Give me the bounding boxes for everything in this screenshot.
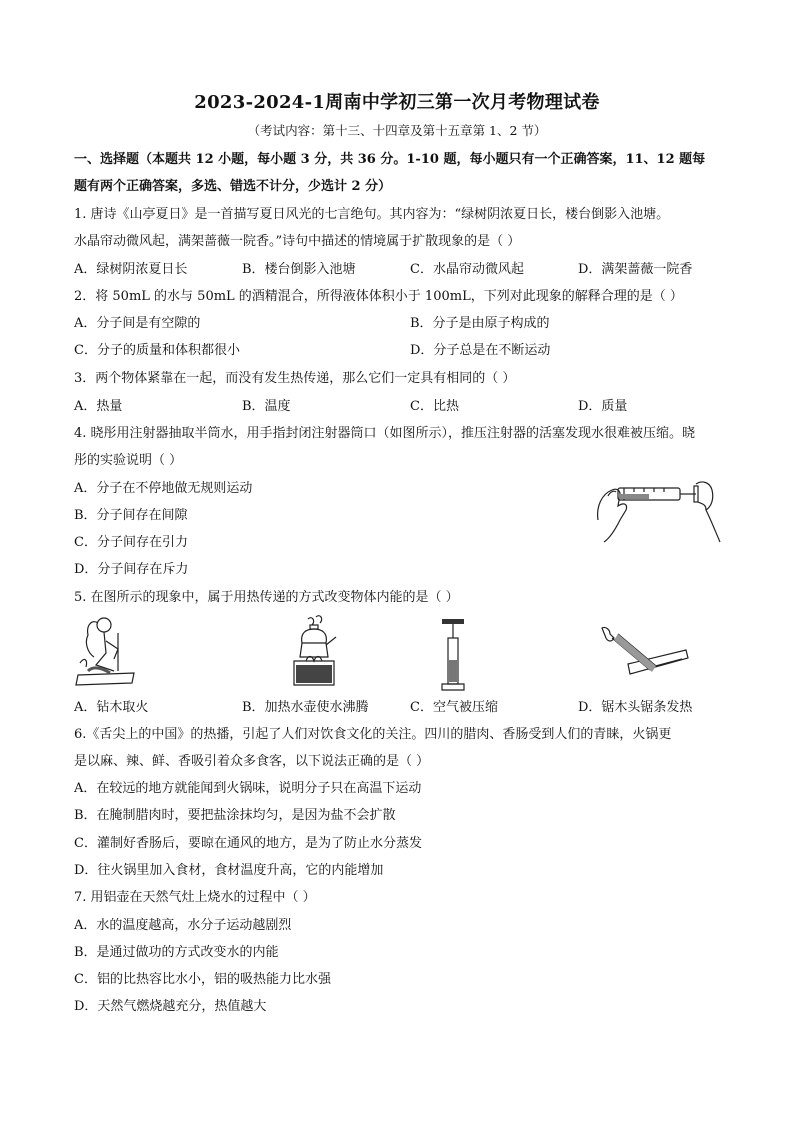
q1-stem-line2: 水晶帘动微风起，满架蔷薇一院香。”诗句中描述的情境属于扩散现象的是（ ） bbox=[74, 234, 521, 249]
q5-stem: 5. 在图所示的现象中，属于用热传递的方式改变物体内能的是（ ） bbox=[74, 590, 459, 605]
q4-option-a: A．分子在不停地做无规则运动 bbox=[74, 481, 253, 496]
q4-stem-line1: 4. 晓彤用注射器抽取半筒水，用手指封闭注射器筒口（如图所示），推压注射器的活塞发现水很难被压缩。晓 bbox=[74, 426, 696, 441]
q2-option-b: B．分子是由原子构成的 bbox=[410, 316, 550, 331]
q2-stem: 2．将 50mL 的水与 50mL 的酒精混合，所得液体体积小于 100mL，下列对此现象的解释合理的是（ ） bbox=[74, 289, 683, 304]
q2-option-d: D．分子总是在不断运动 bbox=[410, 343, 551, 358]
section-heading-line2: 题有两个正确答案，多选、错选不计分，少选计 2 分） bbox=[74, 179, 392, 194]
page-title: 2023-2024-1周南中学初三第一次月考物理试卷 bbox=[194, 92, 600, 113]
q4-option-b: B．分子间存在间隙 bbox=[74, 508, 188, 523]
q2-option-c: C．分子的质量和体积都很小 bbox=[74, 343, 240, 358]
syringe-figure-icon bbox=[594, 476, 724, 546]
q7-option-b: B．是通过做功的方式改变水的内能 bbox=[74, 945, 279, 960]
q5-option-a: A．钻木取火 bbox=[74, 700, 149, 715]
exam-scope-subtitle: （考试内容：第十三、十四章及第十五章第 1、2 节） bbox=[247, 123, 547, 138]
sawing-wood-figure-icon bbox=[598, 624, 690, 686]
q7-option-d: D．天然气燃烧越充分，热值越大 bbox=[74, 999, 267, 1014]
q5-option-b: B．加热水壶使水沸腾 bbox=[242, 700, 369, 715]
q7-option-c: C．铝的比热容比水小，铝的吸热能力比水强 bbox=[74, 972, 331, 987]
q1-option-a: A．绿树阴浓夏日长 bbox=[74, 262, 188, 277]
q3-option-a: A．热量 bbox=[74, 399, 123, 414]
section-heading-line1: 一、选择题（本题共 12 小题，每小题 3 分，共 36 分。1-10 题，每小题只有一个正确答案，11、12 题每 bbox=[74, 152, 706, 167]
q1-stem-line1: 1. 唐诗《山亭夏日》是一首描写夏日风光的七言绝句。其内容为：“绿树阴浓夏日长，楼台倒影入池塘。 bbox=[74, 207, 670, 222]
q6-stem-line1: 6.《舌尖上的中国》的热播，引起了人们对饮食文化的关注。四川的腊肉、香肠受到人们的青睐，火锅更 bbox=[74, 727, 672, 742]
q7-option-a: A．水的温度越高，水分子运动越剧烈 bbox=[74, 918, 292, 933]
q6-option-c: C．灌制好香肠后，要晾在通风的地方，是为了防止水分蒸发 bbox=[74, 836, 422, 851]
q4-option-d: D．分子间存在斥力 bbox=[74, 562, 189, 577]
q5-option-c: C．空气被压缩 bbox=[410, 700, 498, 715]
air-compression-figure-icon bbox=[438, 616, 468, 692]
q2-option-a: A．分子间是有空隙的 bbox=[74, 316, 201, 331]
q4-option-c: C．分子间存在引力 bbox=[74, 535, 188, 550]
q4-stem-line2: 彤的实验说明（ ） bbox=[74, 453, 183, 468]
q3-option-c: C．比热 bbox=[410, 399, 459, 414]
q6-option-a: A．在较远的地方就能闻到火锅味，说明分子只在高温下运动 bbox=[74, 781, 422, 796]
q6-option-b: B．在腌制腊肉时，要把盐涂抹均匀，是因为盐不会扩散 bbox=[74, 808, 396, 823]
drilling-wood-figure-icon bbox=[74, 613, 138, 689]
q6-option-d: D．往火锅里加入食材，食材温度升高，它的内能增加 bbox=[74, 863, 384, 878]
q5-option-d: D．锯木头锯条发热 bbox=[578, 700, 693, 715]
q3-option-d: D．质量 bbox=[578, 399, 628, 414]
boiling-kettle-figure-icon bbox=[286, 613, 342, 689]
q7-stem: 7. 用铝壶在天然气灶上烧水的过程中（ ） bbox=[74, 890, 316, 905]
q3-stem: 3．两个物体紧靠在一起，而没有发生热传递，那么它们一定具有相同的（ ） bbox=[74, 371, 516, 386]
q6-stem-line2: 是以麻、辣、鲜、香吸引着众多食客，以下说法正确的是（ ） bbox=[74, 754, 430, 769]
q1-option-b: B．楼台倒影入池塘 bbox=[242, 262, 356, 277]
q3-option-b: B．温度 bbox=[242, 399, 291, 414]
q1-option-d: D．满架蔷薇一院香 bbox=[578, 262, 693, 277]
q1-option-c: C．水晶帘动微风起 bbox=[410, 262, 524, 277]
